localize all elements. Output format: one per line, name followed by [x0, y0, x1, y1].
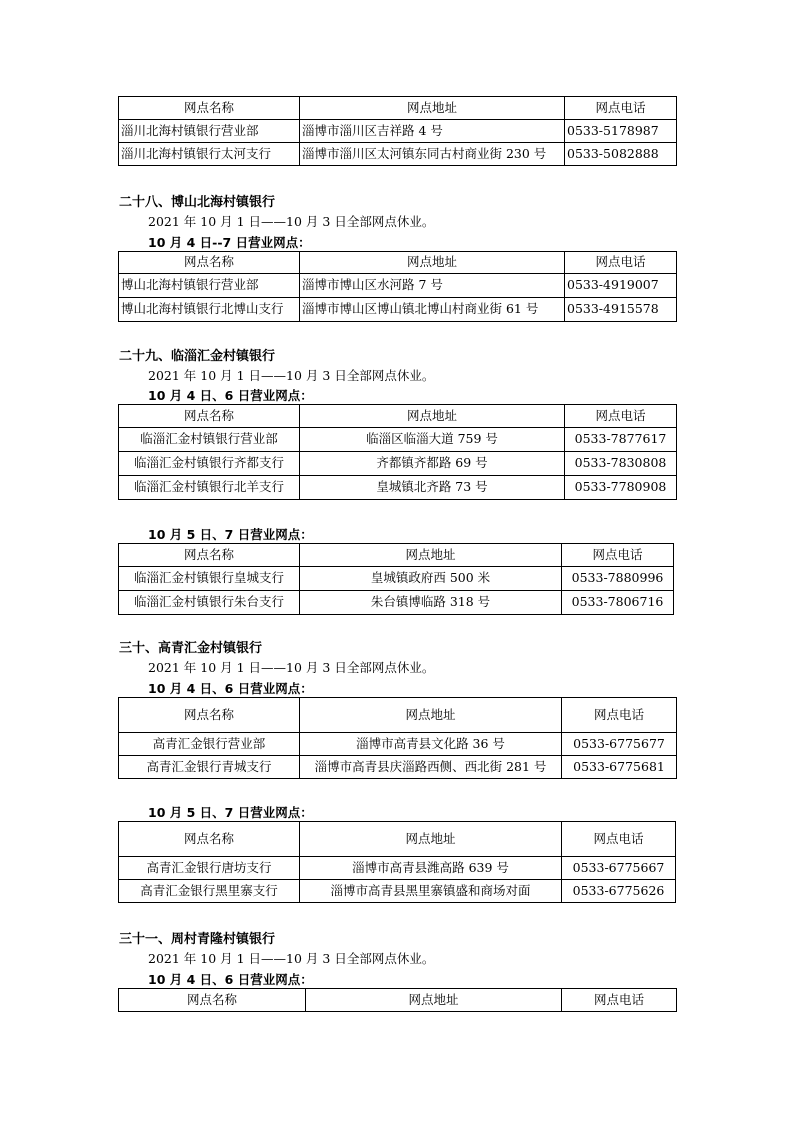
branch-name: 博山北海村镇银行北博山支行 — [119, 298, 300, 322]
table-header-row — [119, 97, 677, 120]
branch-phone: 0533-6775667 — [562, 857, 676, 880]
closure-note-31: 2021 年 10 月 1 日——10 月 3 日全部网点休业。 — [148, 951, 435, 966]
branch-table-zichuan — [118, 96, 677, 166]
header-address: 网点地址 — [300, 698, 562, 733]
open-days-label-29a: 10 月 4 日、6 日营业网点： — [148, 388, 313, 403]
branch-phone: 0533-5082888 — [565, 143, 677, 166]
branch-address: 淄博市高青县庆淄路西侧、西北街 281 号 — [300, 756, 562, 779]
header-name: 网点名称 — [119, 989, 306, 1012]
open-days-label-29b: 10 月 5 日、7 日营业网点： — [148, 527, 313, 542]
branch-address: 皇城镇政府西 500 米 — [300, 567, 562, 591]
closure-note-30: 2021 年 10 月 1 日——10 月 3 日全部网点休业。 — [148, 660, 435, 675]
table-row — [119, 567, 674, 591]
branch-table-gaoqing-a — [118, 697, 677, 779]
header-phone: 网点电话 — [562, 698, 677, 733]
branch-address: 淄博市淄川区太河镇东同古村商业街 230 号 — [300, 143, 565, 166]
table-header-row — [119, 989, 677, 1012]
branch-table-linzi-b — [118, 543, 674, 615]
closure-note-29: 2021 年 10 月 1 日——10 月 3 日全部网点休业。 — [148, 368, 435, 383]
branch-table-gaoqing-b — [118, 821, 676, 903]
table-row — [119, 298, 677, 322]
header-address: 网点地址 — [306, 989, 562, 1012]
branch-phone: 0533-7880996 — [562, 567, 674, 591]
table-row — [119, 857, 676, 880]
branch-address: 皇城镇北齐路 73 号 — [300, 476, 565, 500]
branch-name: 高青汇金银行营业部 — [119, 733, 300, 756]
table-header-row — [119, 405, 677, 428]
header-address: 网点地址 — [300, 544, 562, 567]
header-address: 网点地址 — [300, 97, 565, 120]
branch-address: 淄博市高青县黑里寨镇盛和商场对面 — [300, 880, 562, 903]
branch-phone: 0533-6775626 — [562, 880, 676, 903]
branch-name: 博山北海村镇银行营业部 — [119, 274, 300, 298]
table-row — [119, 120, 677, 143]
table-row — [119, 880, 676, 903]
closure-note-28: 2021 年 10 月 1 日——10 月 3 日全部网点休业。 — [148, 214, 435, 229]
branch-address: 淄博市博山区水河路 7 号 — [300, 274, 565, 298]
table-row — [119, 591, 674, 615]
table-header-row — [119, 698, 677, 733]
branch-name: 高青汇金银行黑里寨支行 — [119, 880, 300, 903]
open-days-label-30a: 10 月 4 日、6 日营业网点： — [148, 681, 313, 696]
table-header-row — [119, 822, 676, 857]
section-heading-29: 二十九、临淄汇金村镇银行 — [119, 349, 276, 364]
table-row — [119, 428, 677, 452]
header-address: 网点地址 — [300, 252, 565, 274]
header-name: 网点名称 — [119, 698, 300, 733]
branch-name: 高青汇金银行青城支行 — [119, 756, 300, 779]
header-address: 网点地址 — [300, 405, 565, 428]
branch-phone: 0533-7830808 — [565, 452, 677, 476]
branch-address: 淄博市高青县文化路 36 号 — [300, 733, 562, 756]
branch-name: 临淄汇金村镇银行朱台支行 — [119, 591, 300, 615]
table-row — [119, 756, 677, 779]
header-phone: 网点电话 — [562, 989, 677, 1012]
branch-table-linzi-a — [118, 404, 677, 500]
branch-phone: 0533-6775681 — [562, 756, 677, 779]
header-phone: 网点电话 — [562, 544, 674, 567]
branch-name: 高青汇金银行唐坊支行 — [119, 857, 300, 880]
open-days-label-31: 10 月 4 日、6 日营业网点： — [148, 972, 313, 987]
branch-name: 淄川北海村镇银行太河支行 — [119, 143, 300, 166]
header-phone: 网点电话 — [565, 252, 677, 274]
open-days-label-30b: 10 月 5 日、7 日营业网点： — [148, 805, 313, 820]
branch-phone: 0533-7806716 — [562, 591, 674, 615]
branch-name: 临淄汇金村镇银行皇城支行 — [119, 567, 300, 591]
branch-address: 淄博市高青县潍高路 639 号 — [300, 857, 562, 880]
branch-table-boshan — [118, 251, 677, 322]
table-row — [119, 143, 677, 166]
branch-address: 朱台镇博临路 318 号 — [300, 591, 562, 615]
table-row — [119, 476, 677, 500]
section-heading-28: 二十八、博山北海村镇银行 — [119, 195, 276, 210]
header-phone: 网点电话 — [565, 97, 677, 120]
header-address: 网点地址 — [300, 822, 562, 857]
open-days-label-28: 10 月 4 日--7 日营业网点： — [148, 235, 311, 250]
header-name: 网点名称 — [119, 97, 300, 120]
branch-phone: 0533-6775677 — [562, 733, 677, 756]
table-row — [119, 452, 677, 476]
branch-phone: 0533-7877617 — [565, 428, 677, 452]
branch-address: 齐都镇齐都路 69 号 — [300, 452, 565, 476]
table-row — [119, 274, 677, 298]
table-row — [119, 733, 677, 756]
header-phone: 网点电话 — [565, 405, 677, 428]
branch-address: 淄博市淄川区吉祥路 4 号 — [300, 120, 565, 143]
branch-phone: 0533-5178987 — [565, 120, 677, 143]
header-name: 网点名称 — [119, 544, 300, 567]
branch-name: 临淄汇金村镇银行营业部 — [119, 428, 300, 452]
table-header-row — [119, 544, 674, 567]
branch-phone: 0533-4915578 — [565, 298, 677, 322]
table-header-row — [119, 252, 677, 274]
header-name: 网点名称 — [119, 252, 300, 274]
header-name: 网点名称 — [119, 822, 300, 857]
section-heading-30: 三十、高青汇金村镇银行 — [119, 641, 263, 656]
branch-name: 淄川北海村镇银行营业部 — [119, 120, 300, 143]
branch-phone: 0533-4919007 — [565, 274, 677, 298]
section-heading-31: 三十一、周村青隆村镇银行 — [119, 932, 276, 947]
branch-address: 临淄区临淄大道 759 号 — [300, 428, 565, 452]
branch-name: 临淄汇金村镇银行齐都支行 — [119, 452, 300, 476]
header-name: 网点名称 — [119, 405, 300, 428]
header-phone: 网点电话 — [562, 822, 676, 857]
branch-name: 临淄汇金村镇银行北羊支行 — [119, 476, 300, 500]
branch-address: 淄博市博山区博山镇北博山村商业街 61 号 — [300, 298, 565, 322]
branch-table-zhoucun — [118, 988, 677, 1012]
branch-phone: 0533-7780908 — [565, 476, 677, 500]
